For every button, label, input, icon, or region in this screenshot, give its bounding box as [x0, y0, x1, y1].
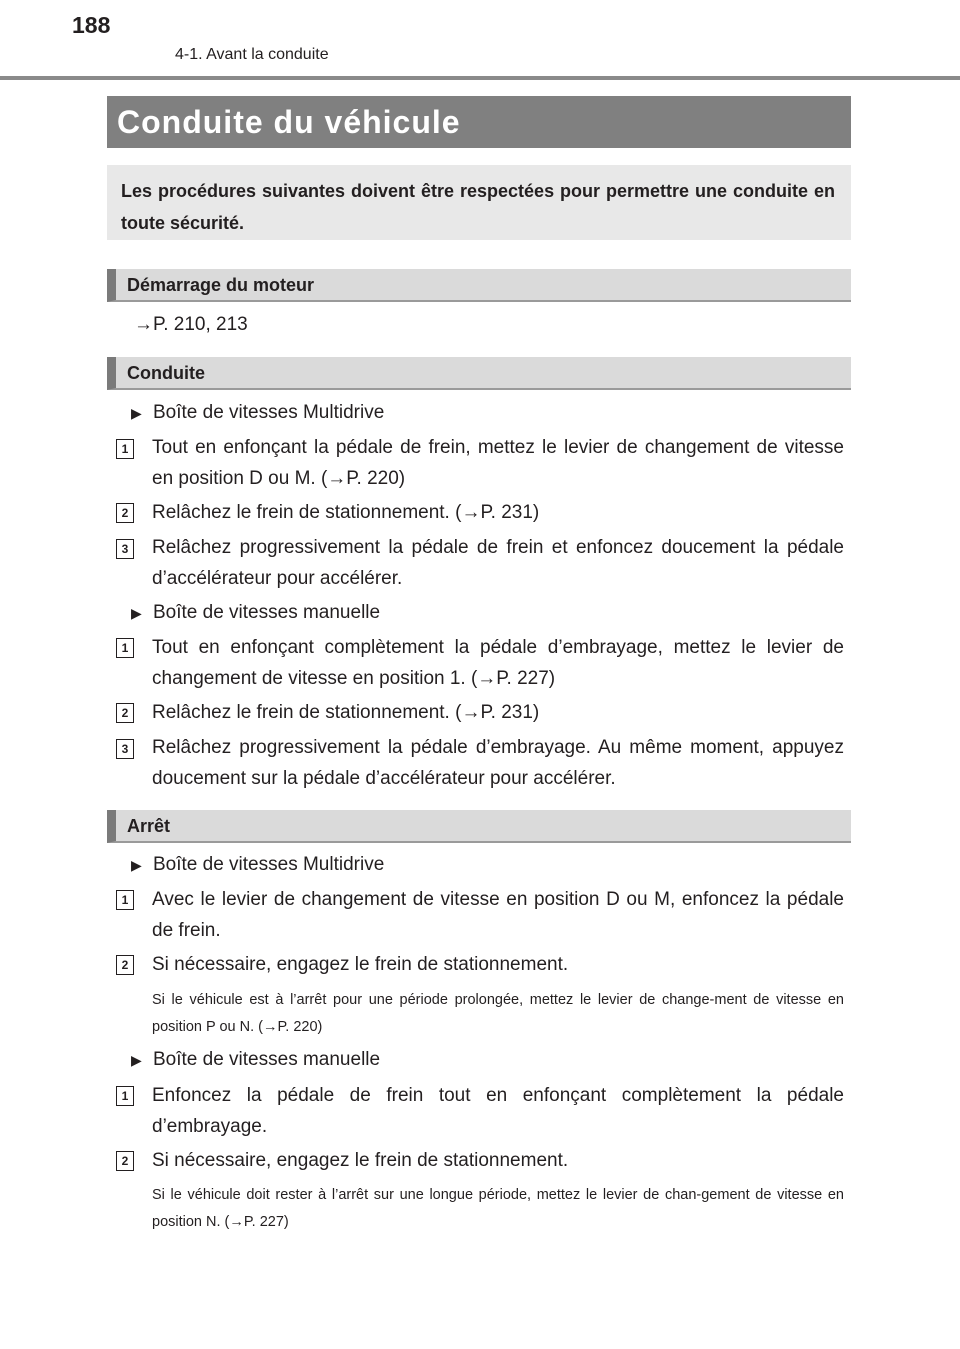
- note-text: Si le véhicule est à l’arrêt pour une période prolongée, mettez le levier de change-ment de vitesse en position P ou N. (→P. 220): [152, 992, 844, 1035]
- subheading-label: Boîte de vitesses Multidrive: [153, 402, 385, 423]
- triangle-bullet-icon: ▶: [131, 1052, 142, 1068]
- step-text: Relâchez le frein de stationnement. (→P. 231): [152, 702, 540, 723]
- step-number: 3: [116, 739, 134, 759]
- subheading-label: Boîte de vitesses manuelle: [153, 1049, 381, 1070]
- triangle-bullet-icon: ▶: [131, 605, 142, 621]
- step-number: 2: [116, 1151, 134, 1171]
- subheading-arret-multidrive: [131, 854, 384, 876]
- step-number: 2: [116, 703, 134, 723]
- subheading-arret-manuelle: [131, 1049, 380, 1071]
- step-text: Si nécessaire, engagez le frein de stationnement.: [152, 954, 569, 975]
- step-text: Enfoncez la pédale de frein tout en enfonçant complètement la pédale d’embrayage.: [152, 1085, 844, 1137]
- step-number: 3: [116, 539, 134, 559]
- step-text: Avec le levier de changement de vitesse en position D ou M, enfoncez la pédale de frein.: [152, 889, 844, 941]
- page-title: Conduite du véhicule: [107, 96, 851, 148]
- triangle-bullet-icon: ▶: [131, 857, 142, 873]
- subheading-label: Boîte de vitesses manuelle: [153, 602, 381, 623]
- step-text: Tout en enfonçant la pédale de frein, mettez le levier de changement de vitesse en position D ou M. (→P. 220): [152, 437, 844, 489]
- step-text: Relâchez progressivement la pédale de frein et enfoncez doucement la pédale d’accélérateur pour accélérer.: [152, 537, 844, 589]
- note-text: Si le véhicule doit rester à l’arrêt sur une longue période, mettez le levier de chan-gement de vitesse en position N. (→P. 227): [152, 1187, 844, 1230]
- section-heading-conduite: Conduite: [107, 357, 851, 390]
- step-text: Relâchez progressivement la pédale d’embrayage. Au même moment, appuyez doucement sur la pédale d’accélérateur pour accélérer.: [152, 737, 844, 789]
- step-number: 1: [116, 638, 134, 658]
- subheading-conduite-multidrive: [131, 402, 384, 424]
- subheading-label: Boîte de vitesses Multidrive: [153, 854, 385, 875]
- step-text: Relâchez le frein de stationnement. (→P. 231): [152, 502, 540, 523]
- chapter-label: 4-1. Avant la conduite: [175, 46, 329, 63]
- step-text: Si nécessaire, engagez le frein de stationnement.: [152, 1150, 569, 1171]
- header-divider: [0, 76, 960, 80]
- triangle-bullet-icon: ▶: [131, 405, 142, 421]
- step-number: 2: [116, 503, 134, 523]
- step-text: Tout en enfonçant complètement la pédale d’embrayage, mettez le levier de changement de vitesse en position 1. (→P. 227): [152, 637, 844, 689]
- step-number: 1: [116, 890, 134, 910]
- intro-text: Les procédures suivantes doivent être respectées pour permettre une conduite en toute sécurité.: [121, 181, 835, 233]
- intro-box: [107, 165, 851, 240]
- section-heading-arret: Arrêt: [107, 810, 851, 843]
- step-number: 1: [116, 439, 134, 459]
- section-heading-demarrage: Démarrage du moteur: [107, 269, 851, 302]
- reference-demarrage[interactable]: →P. 210, 213: [134, 314, 248, 335]
- step-number: 2: [116, 955, 134, 975]
- step-number: 1: [116, 1086, 134, 1106]
- page-number: 188: [72, 12, 111, 38]
- subheading-conduite-manuelle: [131, 602, 380, 624]
